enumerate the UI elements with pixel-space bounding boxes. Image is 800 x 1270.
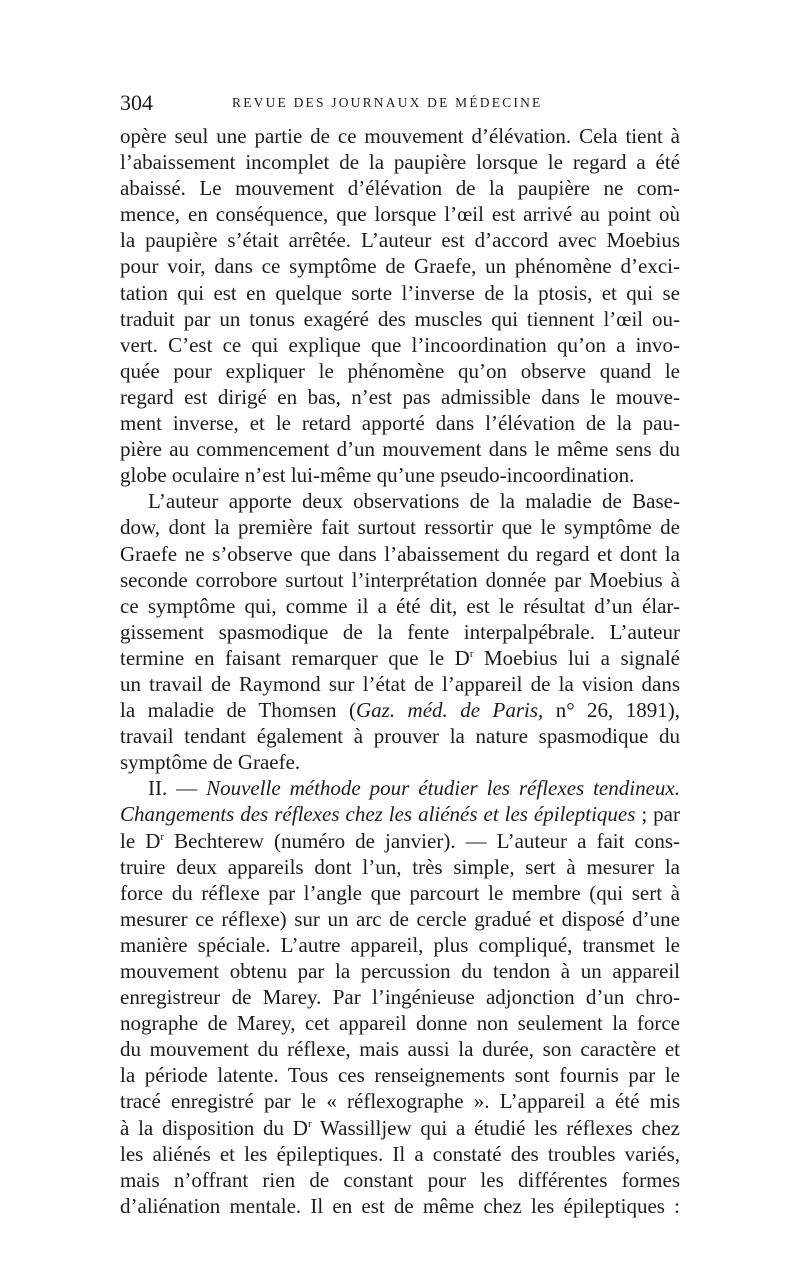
text-line <box>120 410 680 436</box>
text-line <box>120 1141 680 1167</box>
text-run: tation qui est en quelque sorte l’inverse de la ptosis, et qui se <box>120 280 680 305</box>
text-run: regard est dirigé en bas, n’est pas admissible dans le mouve- <box>120 384 680 409</box>
text-run: quée pour expliquer le phénomène qu’on observe quand le <box>120 358 680 383</box>
text-line <box>120 332 680 358</box>
text-run: Bechterew (numéro de janvier). — L’auteur a fait cons- <box>164 828 680 853</box>
text-run: globe oculaire n’est lui-même qu’une pseudo-incoordination. <box>120 463 635 488</box>
text-line <box>120 1036 680 1062</box>
text-run: Wassilljew qui a étudié les réflexes chez <box>311 1115 680 1140</box>
text-run: mesurer ce réflexe) sur un arc de cercle gradué et disposé d’une <box>120 906 680 931</box>
text-run: d’aliénation mentale. Il en est de même chez les épileptiques : <box>120 1193 680 1218</box>
text-run: seconde corrobore surtout l’interprétation donnée par Moebius à <box>120 567 680 592</box>
text-line <box>120 175 680 201</box>
text-run: symptôme de Graefe. <box>120 750 301 775</box>
text-run: manière spéciale. L’autre appareil, plus compliqué, transmet le <box>120 932 680 957</box>
text-run: L’auteur apporte deux observations de la maladie de Base- <box>148 489 680 514</box>
text-line <box>120 1115 680 1141</box>
text-run: la paupière s’était arrêtée. L’auteur est d’accord avec Moebius <box>120 228 680 253</box>
text-line <box>120 749 680 775</box>
text-line <box>120 723 680 749</box>
text-line <box>120 854 680 880</box>
text-run: l’abaissement incomplet de la paupière lorsque le regard a été <box>120 150 680 175</box>
text-line <box>120 149 680 175</box>
text-line <box>120 306 680 332</box>
text-line <box>120 436 680 462</box>
text-line <box>120 253 680 279</box>
page-header <box>120 91 680 115</box>
text-line <box>120 1193 680 1219</box>
text-run: travail tendant également à prouver la nature spasmodique du <box>120 724 680 749</box>
text-line <box>120 880 680 906</box>
text-run: Moebius lui a signalé <box>473 645 680 670</box>
text-line <box>120 541 680 567</box>
text-run: nographe de Marey, cet appareil donne non seulement la force <box>120 1011 680 1036</box>
text-line <box>120 984 680 1010</box>
text-run: tracé enregistré par le « réflexographe ». L’appareil a été mis <box>120 1089 680 1114</box>
body-text <box>120 123 680 1219</box>
text-line <box>120 697 680 723</box>
italic-run: Gaz. méd. de Paris, <box>356 698 544 723</box>
text-run: du mouvement du réflexe, mais aussi la durée, son caractère et <box>120 1037 680 1062</box>
text-line <box>120 462 680 488</box>
text-line <box>120 567 680 593</box>
text-line <box>120 384 680 410</box>
italic-run: Changements des réflexes chez les aliénés et les épileptiques <box>120 802 636 827</box>
text-line <box>120 1062 680 1088</box>
text-run: ce symptôme qui, comme il a été dit, est le résultat d’un élar- <box>120 593 680 618</box>
text-run: Graefe ne s’observe que dans l’abaissement du regard et dont la <box>120 541 680 566</box>
text-run: mais n’offrant rien de constant pour les différentes formes <box>120 1167 680 1192</box>
text-run: gissement spasmodique de la fente interpalpébrale. L’auteur <box>120 619 680 644</box>
text-line <box>120 358 680 384</box>
text-line <box>120 1167 680 1193</box>
text-run: truire deux appareils dont l’un, très simple, sert à mesurer la <box>120 854 680 879</box>
text-line <box>120 280 680 306</box>
text-line <box>120 801 680 827</box>
italic-run: Nouvelle méthode pour étudier les réflexes tendineux. <box>206 776 680 801</box>
text-run: vert. C’est ce qui explique que l’incoordination qu’on a invo- <box>120 332 680 357</box>
text-line <box>120 906 680 932</box>
text-run: les aliénés et les épileptiques. Il a constaté des troubles variés, <box>120 1141 680 1166</box>
text-line <box>120 1088 680 1114</box>
text-run: pière au commencement d’un mouvement dans le même sens du <box>120 437 680 462</box>
page-number: 304 <box>120 90 153 115</box>
text-run: à la disposition du D <box>120 1115 308 1140</box>
text-run: traduit par un tonus exagéré des muscles qui tiennent l’œil ou- <box>120 306 680 331</box>
text-run: termine en faisant remarquer que le D <box>120 645 470 670</box>
text-line <box>120 488 680 514</box>
text-run: mence, en conséquence, que lorsque l’œil est arrivé au point où <box>120 202 680 227</box>
text-run: force du réflexe par l’angle que parcourt le membre (qui sert à <box>120 880 680 905</box>
text-run: enregistreur de Marey. Par l’ingénieuse adjonction d’un chro- <box>120 985 680 1010</box>
superscript: r <box>307 1117 312 1130</box>
text-line <box>120 1010 680 1036</box>
text-run: II. — <box>148 776 207 801</box>
text-run: n° 26, 1891), <box>543 698 680 723</box>
text-run: pour voir, dans ce symptôme de Graefe, un phénomène d’exci- <box>120 254 680 279</box>
text-run: la période latente. Tous ces renseignements sont fournis par le <box>120 1063 680 1088</box>
text-line <box>120 828 680 854</box>
text-line <box>120 514 680 540</box>
text-run: mouvement obtenu par la percussion du tendon à un appareil <box>120 959 680 983</box>
text-run: ment inverse, et le retard apporté dans l’élévation de la pau- <box>120 411 680 436</box>
text-line <box>120 619 680 645</box>
text-line <box>120 671 680 697</box>
text-line <box>120 201 680 227</box>
text-line <box>120 958 680 984</box>
text-line <box>120 227 680 253</box>
text-line <box>120 932 680 958</box>
text-run: abaissé. Le mouvement d’élévation de la paupière ne com- <box>120 176 680 201</box>
superscript: r <box>469 647 474 660</box>
running-title: REVUE DES JOURNAUX DE MÉDECINE <box>232 95 543 110</box>
text-run: un travail de Raymond sur l’état de l’appareil de la vision dans <box>120 671 680 696</box>
text-line <box>120 645 680 671</box>
text-line <box>120 593 680 619</box>
text-run: dow, dont la première fait surtout ressortir que le symptôme de <box>120 515 680 540</box>
text-run: la maladie de Thomsen ( <box>120 698 356 723</box>
text-line <box>120 123 680 149</box>
text-run: ; par <box>635 802 680 827</box>
text-run: opère seul une partie de ce mouvement d’élévation. Cela tient à <box>120 124 680 148</box>
text-run: le D <box>120 828 161 853</box>
text-line <box>120 775 680 801</box>
superscript: r <box>160 830 165 843</box>
